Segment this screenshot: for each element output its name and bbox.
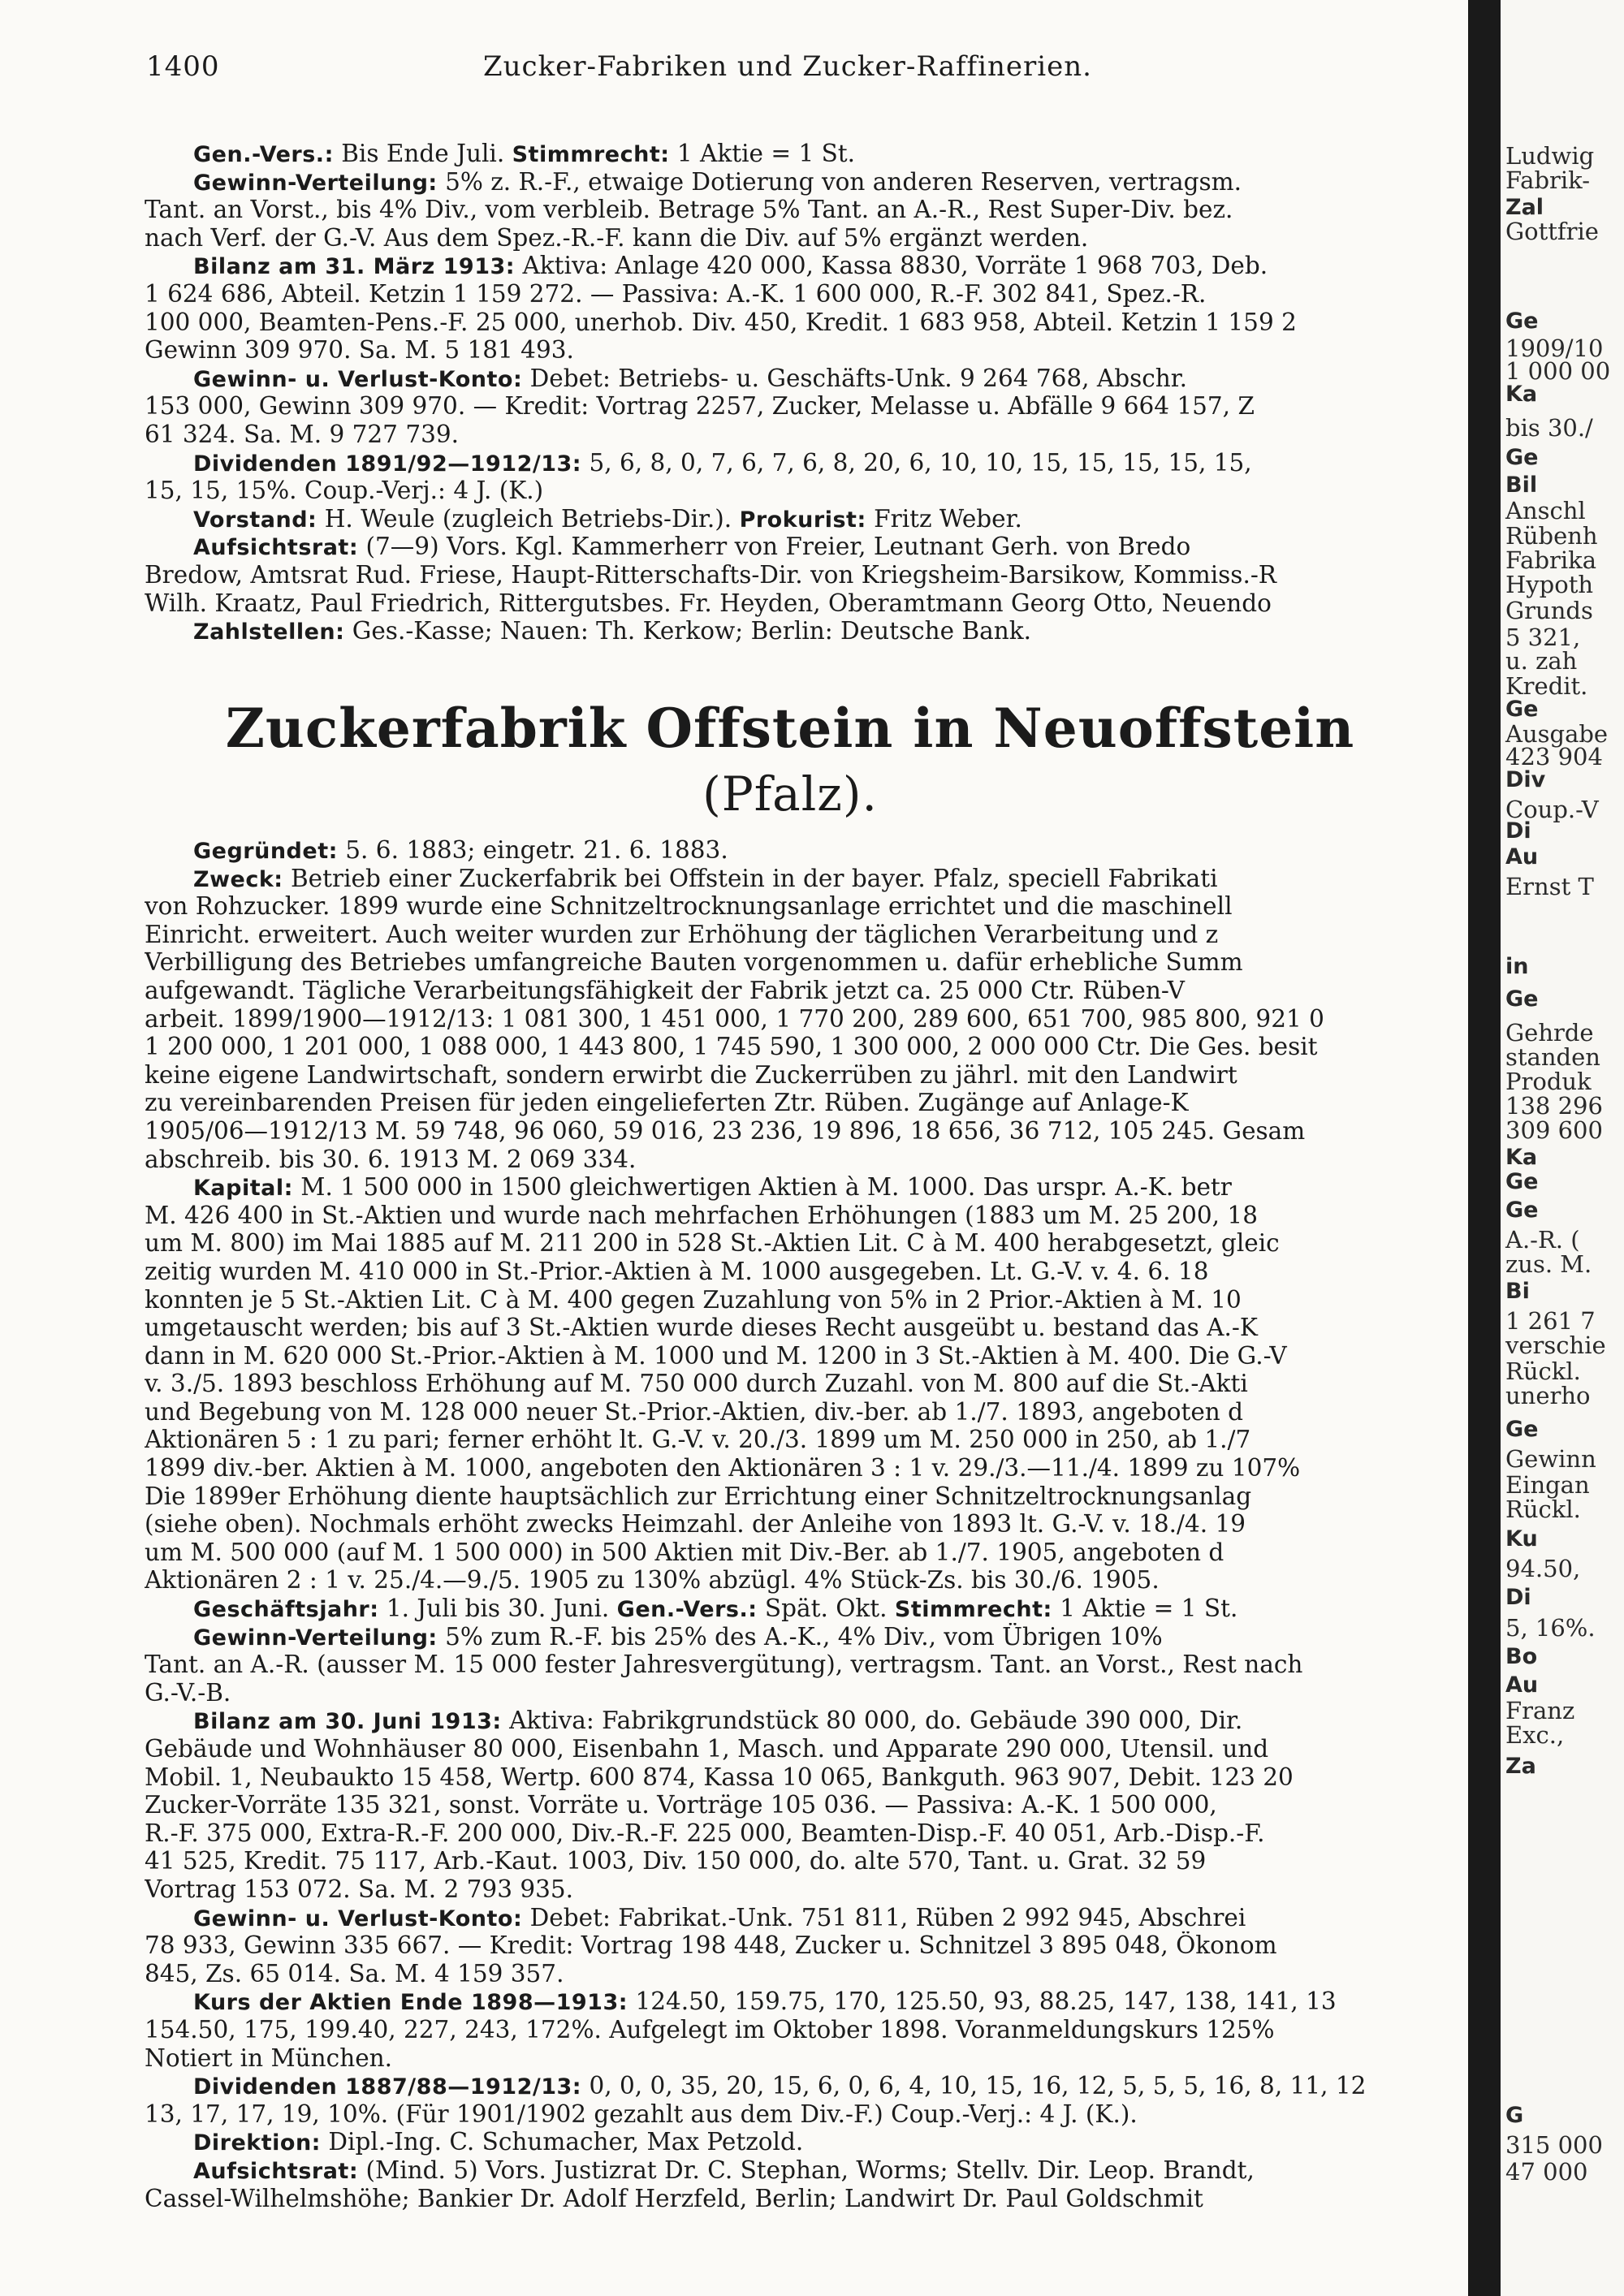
adjacent-page-fragment: Di — [1505, 1585, 1531, 1610]
section-text: 1 200 000, 1 201 000, 1 088 000, 1 443 800, 1 745 590, 1 300 000, 2 000 000 Ctr. Die Ges. besit — [145, 1033, 1318, 1061]
adjacent-page-fragment: 1 000 00 — [1505, 357, 1611, 385]
adjacent-page-fragment: Fabrika — [1505, 546, 1597, 574]
entry-text-line — [145, 2185, 1436, 2213]
adjacent-page-fragment: Gottfrie — [1505, 218, 1599, 245]
entry-text-line — [145, 1735, 1436, 1763]
entry-section-line — [145, 168, 1436, 196]
adjacent-page-fragment: Hypoth — [1505, 571, 1594, 598]
section-label: Bilanz am 31. März 1913: — [193, 254, 516, 280]
adjacent-page-edge — [1501, 0, 1624, 2296]
section-label: Zahlstellen: — [193, 619, 345, 645]
adjacent-page-fragment: Ernst T — [1505, 873, 1594, 900]
entry-text-line — [145, 392, 1436, 421]
section-text: aufgewandt. Tägliche Verarbeitungsfähigkeit der Fabrik jetzt ca. 25 000 Ctr. Rüben-V — [145, 976, 1185, 1004]
entry-text-line — [145, 921, 1436, 949]
section-text: Bis Ende Juli. — [333, 140, 512, 167]
section-text: 1899 div.-ber. Aktien à M. 1000, angeboten den Aktionären 3 : 1 v. 29./3.—11./4. 1899 zu 107% — [145, 1454, 1301, 1482]
adjacent-page-fragment: Exc., — [1505, 1721, 1565, 1749]
section-text: Bredow, Amtsrat Rud. Friese, Haupt-Ritterschafts-Dir. von Kriegsheim-Barsikow, Kommiss.-R — [145, 560, 1277, 589]
section-text: G.-V.-B. — [145, 1678, 231, 1707]
section-text: von Rohzucker. 1899 wurde eine Schnitzeltrocknungsanlage errichtet und die maschinell — [145, 892, 1233, 921]
section-label: Aufsichtsrat: — [193, 535, 359, 561]
section-text: 61 324. Sa. M. 9 727 739. — [145, 420, 460, 448]
adjacent-page-fragment: bis 30./ — [1505, 414, 1593, 442]
section-label: Dividenden 1891/92—1912/13: — [193, 451, 582, 477]
section-label: Gen.-Vers.: — [616, 1597, 758, 1623]
entry-text-line — [145, 224, 1436, 252]
adjacent-page-fragment: verschie — [1505, 1331, 1606, 1359]
section-text: 1 624 686, Abteil. Ketzin 1 159 272. — Passiva: A.-K. 1 600 000, R.-F. 302 841, Spez.-R. — [145, 279, 1207, 308]
section-text: Aktionären 2 : 1 v. 25./4.—9./5. 1905 zu 130% abzügl. 4% Stück-Zs. bis 30./6. 1905. — [145, 1566, 1160, 1595]
entry-text-line — [145, 1229, 1436, 1258]
adjacent-page-fragment: 94.50, — [1505, 1555, 1581, 1582]
adjacent-page-fragment: in — [1505, 954, 1529, 979]
adjacent-page-fragment: Gehrde — [1505, 1019, 1594, 1047]
adjacent-page-fragment: 1909/10 — [1505, 334, 1604, 362]
section-text: 5% z. R.-F., etwaige Dotierung von anderen Reserven, vertragsm. — [437, 167, 1242, 196]
adjacent-page-fragment: Gewinn — [1505, 1445, 1596, 1473]
entry-text-line — [145, 1286, 1436, 1314]
entry-text-line — [145, 1679, 1436, 1707]
company-title — [145, 697, 1436, 822]
entry-text-line — [145, 948, 1436, 977]
company-entry — [145, 836, 1436, 2212]
section-label: Dividenden 1887/88—1912/13: — [193, 2074, 582, 2100]
running-title: Zucker-Fabriken und Zucker-Raffinerien. — [483, 50, 1092, 83]
adjacent-page-fragment: Ge — [1505, 697, 1539, 722]
section-text: Debet: Betriebs- u. Geschäfts-Unk. 9 264 768, Abschr. — [522, 364, 1188, 392]
entry-text-line — [145, 1426, 1436, 1454]
entry-section-line — [145, 252, 1436, 280]
adjacent-page-fragment: Div — [1505, 767, 1546, 792]
section-label: Stimmrecht: — [894, 1597, 1052, 1623]
entry-text-line — [145, 1482, 1436, 1511]
section-text: 124.50, 159.75, 170, 125.50, 93, 88.25, 147, 138, 141, 13 — [628, 1987, 1337, 2016]
section-text: 0, 0, 0, 35, 20, 15, 6, 0, 6, 4, 10, 15, 16, 12, 5, 5, 5, 16, 8, 11, 12 — [581, 2072, 1367, 2100]
section-label: Gewinn-Verteilung: — [193, 1625, 438, 1651]
entry-text-line — [145, 1763, 1436, 1792]
entry-section-line — [145, 449, 1436, 477]
section-text: Mobil. 1, Neubaukto 15 458, Wertp. 600 874, Kassa 10 065, Bankguth. 963 907, Debit. 123 20 — [145, 1763, 1294, 1791]
section-text: H. Weule (zugleich Betriebs-Dir.). — [317, 504, 740, 533]
adjacent-page-fragment: Eingan — [1505, 1471, 1590, 1499]
entry-section-line — [145, 1173, 1436, 1202]
section-label: Geschäftsjahr: — [193, 1597, 379, 1623]
entry-text-line — [145, 2100, 1436, 2129]
section-text: Gewinn 309 970. Sa. M. 5 181 493. — [145, 336, 574, 365]
section-text: dann in M. 620 000 St.-Prior.-Aktien à M. 1000 und M. 1200 in 3 St.-Aktien à M. 400. Die G.-V — [145, 1341, 1287, 1370]
entry-section-line — [145, 365, 1436, 393]
section-text: M. 426 400 in St.-Aktien und wurde nach mehrfachen Erhöhungen (1883 um M. 25 200, 18 — [145, 1201, 1258, 1229]
section-text: 5. 6. 1883; eingetr. 21. 6. 1883. — [337, 836, 728, 864]
adjacent-page-fragment: Kredit. — [1505, 672, 1588, 700]
entry-text-line — [145, 589, 1436, 618]
adjacent-page-fragment: Bo — [1505, 1644, 1538, 1669]
entry-text-line — [145, 561, 1436, 589]
entry-text-line — [145, 1033, 1436, 1061]
entry-text-line — [145, 977, 1436, 1005]
entry-text-line — [145, 1819, 1436, 1848]
adjacent-page-fragment: Rückl. — [1505, 1495, 1581, 1523]
adjacent-page-fragment: Ge — [1505, 309, 1539, 334]
section-text: Dipl.-Ing. C. Schumacher, Max Petzold. — [320, 2128, 804, 2156]
section-text: Vortrag 153 072. Sa. M. 2 793 935. — [145, 1875, 574, 1903]
section-text: Gebäude und Wohnhäuser 80 000, Eisenbahn 1, Masch. und Apparate 290 000, Utensil. und — [145, 1735, 1269, 1763]
entry-section-line — [145, 1595, 1436, 1623]
section-text: Tant. an Vorst., bis 4% Div., vom verbleib. Betrage 5% Tant. an A.-R., Rest Super-Div. bez. — [145, 196, 1233, 224]
entry-text-line — [145, 196, 1436, 224]
company-region: (Pfalz). — [702, 766, 878, 822]
section-label: Zweck: — [193, 866, 283, 892]
adjacent-page-fragment: Anschl — [1505, 497, 1586, 524]
section-label: Kurs der Aktien Ende 1898—1913: — [193, 1990, 628, 2016]
entry-text-line — [145, 1061, 1436, 1090]
section-text: 845, Zs. 65 014. Sa. M. 4 159 357. — [145, 1959, 564, 1987]
section-label: Prokurist: — [739, 507, 866, 533]
entry-section-line — [145, 1987, 1436, 2016]
entry-section-line — [145, 865, 1436, 893]
entry-text-line — [145, 1539, 1436, 1567]
adjacent-page-fragment: Fabrik- — [1505, 166, 1591, 194]
section-text: arbeit. 1899/1900—1912/13: 1 081 300, 1 451 000, 1 770 200, 289 600, 651 700, 985 800, 921 0 — [145, 1004, 1324, 1033]
page-header — [146, 50, 1429, 99]
entry-text-line — [145, 892, 1436, 921]
adjacent-page-fragment: 47 000 — [1505, 2158, 1588, 2186]
entry-text-line — [145, 309, 1436, 337]
section-label: Bilanz am 30. Juni 1913: — [193, 1709, 502, 1735]
section-text: 13, 17, 17, 19, 10%. (Für 1901/1902 gezahlt aus dem Div.-F.) Coup.-Verj.: 4 J. (K.). — [145, 2100, 1138, 2128]
section-text: v. 3./5. 1893 beschloss Erhöhung auf M. 750 000 durch Zuzahl. von M. 800 auf die St.-Akti — [145, 1370, 1248, 1398]
entry-text-line — [145, 1089, 1436, 1117]
adjacent-page-fragment: Produk — [1505, 1068, 1592, 1095]
adjacent-page-fragment: Bil — [1505, 473, 1538, 498]
adjacent-page-fragment: zus. M. — [1505, 1250, 1592, 1278]
section-text: Fritz Weber. — [866, 504, 1022, 533]
section-label: Kapital: — [193, 1176, 293, 1202]
section-text: 15, 15, 15%. Coup.-Verj.: 4 J. (K.) — [145, 477, 544, 505]
adjacent-page-fragment: Au — [1505, 844, 1539, 870]
entry-text-line — [145, 1202, 1436, 1230]
section-text: Verbilligung des Betriebes umfangreiche Bauten vorgenommen u. dafür erhebliche Summ — [145, 948, 1243, 977]
section-text: R.-F. 375 000, Extra-R.-F. 200 000, Div.-R.-F. 225 000, Beamten-Disp.-F. 40 051, Arb.-Disp.-F. — [145, 1819, 1265, 1847]
entry-text-line — [145, 421, 1436, 449]
entry-section-line — [145, 2128, 1436, 2156]
adjacent-page-fragment: Rübenh — [1505, 522, 1598, 550]
section-text: Ges.-Kasse; Nauen: Th. Kerkow; Berlin: Deutsche Bank. — [344, 617, 1031, 645]
adjacent-page-fragment: u. zah — [1505, 647, 1578, 675]
section-text: 1 Aktie = 1 St. — [669, 140, 856, 167]
section-text: Aktionären 5 : 1 zu pari; ferner erhöht lt. G.-V. v. 20./3. 1899 um M. 250 000 in 250, ab 1./7 — [145, 1426, 1251, 1454]
entry-text-line — [145, 1960, 1436, 1988]
adjacent-page-fragment: 5, 16%. — [1505, 1614, 1596, 1642]
section-text: abschreib. bis 30. 6. 1913 M. 2 069 334. — [145, 1145, 637, 1173]
section-text: M. 1 500 000 in 1500 gleichwertigen Aktien à M. 1000. Das urspr. A.-K. betr — [292, 1173, 1232, 1202]
entry-text-line — [145, 1566, 1436, 1595]
entry-text-line — [145, 477, 1436, 505]
section-label: Gewinn- u. Verlust-Konto: — [193, 366, 523, 392]
adjacent-page-fragment: G — [1505, 2103, 1524, 2128]
entry-section-line — [145, 1623, 1436, 1651]
entry-text-line — [145, 280, 1436, 309]
adjacent-page-fragment: Bi — [1505, 1279, 1530, 1304]
adjacent-page-fragment: Zal — [1505, 195, 1544, 220]
section-text: nach Verf. der G.-V. Aus dem Spez.-R.-F. kann die Div. auf 5% ergänzt werden. — [145, 223, 1089, 252]
section-text: um M. 500 000 (auf M. 1 500 000) in 500 Aktien mit Div.-Ber. ab 1./7. 1905, angeboten d — [145, 1538, 1224, 1566]
section-text: Aktiva: Fabrikgrundstück 80 000, do. Gebäude 390 000, Dir. — [501, 1707, 1243, 1735]
adjacent-page-fragment: Ludwig — [1505, 142, 1595, 170]
adjacent-page-fragment: Ge — [1505, 1417, 1539, 1442]
section-label: Gegründet: — [193, 839, 338, 864]
entry-text-line — [145, 1454, 1436, 1482]
section-text: Wilh. Kraatz, Paul Friedrich, Rittergutsbes. Fr. Heyden, Oberamtmann Georg Otto, Neuendo — [145, 589, 1272, 617]
section-text: 1 Aktie = 1 St. — [1052, 1595, 1238, 1623]
entry-text-line — [145, 1847, 1436, 1875]
section-text: zu vereinbarenden Preisen für jeden eingelieferten Ztr. Rüben. Zugänge auf Anlage-K — [145, 1089, 1189, 1117]
section-text: (Mind. 5) Vors. Justizrat Dr. C. Stephan, Worms; Stellv. Dir. Leop. Brandt, — [358, 2156, 1255, 2184]
section-text: Aktiva: Anlage 420 000, Kassa 8830, Vorräte 1 968 703, Deb. — [515, 252, 1268, 280]
section-label: Direktion: — [193, 2130, 321, 2156]
adjacent-page-fragment: 138 296 — [1505, 1092, 1603, 1120]
adjacent-page-fragment: standen — [1505, 1043, 1600, 1071]
entry-section-line — [145, 533, 1436, 561]
entry-text-line — [145, 1875, 1436, 1904]
section-text: 78 933, Gewinn 335 667. — Kredit: Vortrag 198 448, Zucker u. Schnitzel 3 895 048, Ökonom — [145, 1931, 1277, 1960]
entry-text-line — [145, 1791, 1436, 1819]
adjacent-page-fragment: Franz — [1505, 1697, 1575, 1724]
adjacent-page-fragment: 309 600 — [1505, 1116, 1603, 1144]
entry-text-line — [145, 1651, 1436, 1679]
entry-section-line — [145, 505, 1436, 533]
adjacent-page-fragment: Ge — [1505, 986, 1539, 1012]
section-text: 1905/06—1912/13 M. 59 748, 96 060, 59 016, 23 236, 19 896, 18 656, 36 712, 105 245. Gesam — [145, 1116, 1306, 1145]
section-text: (siehe oben). Nochmals erhöht zwecks Heimzahl. der Anleihe von 1893 lt. G.-V. v. 18./4. 19 — [145, 1510, 1246, 1539]
section-text: (7—9) Vors. Kgl. Kammerherr von Freier, Leutnant Gerh. von Bredo — [358, 533, 1191, 561]
adjacent-page-fragment: 423 904 — [1505, 743, 1603, 770]
adjacent-page-fragment: Ka — [1505, 1145, 1538, 1170]
entry-text-line — [145, 1510, 1436, 1539]
entry-text-line — [145, 1342, 1436, 1370]
adjacent-page-fragment: Ku — [1505, 1526, 1538, 1552]
section-text: Cassel-Wilhelmshöhe; Bankier Dr. Adolf Herzfeld, Berlin; Landwirt Dr. Paul Goldschmit — [145, 2184, 1203, 2212]
entry-text-line — [145, 1146, 1436, 1174]
section-label: Aufsichtsrat: — [193, 2158, 359, 2184]
section-text: 100 000, Beamten-Pens.-F. 25 000, unerhob. Div. 450, Kredit. 1 683 958, Abteil. Ketzin 1 159 2 — [145, 308, 1297, 336]
adjacent-page-fragment: Ausgabe — [1505, 720, 1609, 748]
section-text: um M. 800) im Mai 1885 auf M. 211 200 in 528 St.-Aktien Lit. C à M. 400 herabgesetzt, gleic — [145, 1229, 1280, 1258]
entry-section-line — [145, 140, 1436, 168]
adjacent-page-fragment: A.-R. ( — [1505, 1226, 1580, 1254]
previous-company-entry — [145, 140, 1436, 645]
section-text: und Begebung von M. 128 000 neuer St.-Prior.-Aktien, div.-ber. ab 1./7. 1893, angeboten d — [145, 1397, 1244, 1426]
adjacent-page-fragment: Coup.-V — [1505, 796, 1599, 823]
adjacent-page-fragment: unerho — [1505, 1382, 1591, 1409]
section-label: Gewinn- u. Verlust-Konto: — [193, 1905, 523, 1931]
entry-text-line — [145, 1398, 1436, 1426]
entry-text-line — [145, 2044, 1436, 2073]
section-text: Die 1899er Erhöhung diente hauptsächlich zur Errichtung einer Schnitzeltrocknungsanlag — [145, 1482, 1252, 1510]
adjacent-page-fragment: Ka — [1505, 382, 1538, 407]
section-label: Gewinn-Verteilung: — [193, 170, 438, 196]
adjacent-page-fragment: Rückl. — [1505, 1357, 1581, 1385]
section-text: Notiert in München. — [145, 2044, 393, 2072]
entry-section-line — [145, 2072, 1436, 2100]
entry-text-line — [145, 1370, 1436, 1398]
section-text: 41 525, Kredit. 75 117, Arb.-Kaut. 1003, Div. 150 000, do. alte 570, Tant. u. Grat. 32 59 — [145, 1847, 1207, 1875]
section-text: konnten je 5 St.-Aktien Lit. C à M. 400 gegen Zuzahlung von 5% in 2 Prior.-Aktien à M. 10 — [145, 1285, 1242, 1314]
entry-section-line — [145, 836, 1436, 865]
entry-section-line — [145, 617, 1436, 645]
section-text: keine eigene Landwirtschaft, sondern erwirbt die Zuckerrüben zu jährl. mit den Landwirt — [145, 1060, 1237, 1089]
adjacent-page-fragment: Za — [1505, 1754, 1536, 1779]
entry-text-line — [145, 2016, 1436, 2044]
adjacent-page-fragment: Ge — [1505, 1198, 1539, 1223]
section-label: Vorstand: — [193, 507, 317, 533]
section-text: umgetauscht werden; bis auf 3 St.-Aktien wurde dieses Recht ausgeübt u. bestand das A.-K — [145, 1314, 1258, 1342]
section-text: Betrieb einer Zuckerfabrik bei Offstein in der bayer. Pfalz, speciell Fabrikati — [283, 864, 1218, 892]
entry-section-line — [145, 1904, 1436, 1932]
section-text: Einricht. erweitert. Auch weiter wurden zur Erhöhung der täglichen Verarbeitung und z — [145, 920, 1219, 948]
section-text: 153 000, Gewinn 309 970. — Kredit: Vortrag 2257, Zucker, Melasse u. Abfälle 9 664 157, Z — [145, 392, 1255, 421]
section-text: 1. Juli bis 30. Juni. — [378, 1595, 617, 1623]
adjacent-page-fragment: Grunds — [1505, 597, 1593, 624]
section-text: Tant. an A.-R. (ausser M. 15 000 fester Jahresvergütung), vertragsm. Tant. an Vorst., Rest nach — [145, 1651, 1303, 1679]
section-label: Stimmrecht: — [512, 142, 670, 167]
page-number: 1400 — [146, 50, 220, 83]
adjacent-page-fragment: 1 261 7 — [1505, 1307, 1596, 1335]
section-text: Spät. Okt. — [757, 1595, 895, 1623]
entry-section-line — [145, 1707, 1436, 1735]
section-text: 5% zum R.-F. bis 25% des A.-K., 4% Div., vom Übrigen 10% — [437, 1622, 1163, 1651]
adjacent-page-fragment: 5 321, — [1505, 624, 1581, 651]
entry-text-line — [145, 1117, 1436, 1146]
company-name: Zuckerfabrik Offstein in Neuoffstein — [225, 697, 1355, 760]
section-text: 154.50, 175, 199.40, 227, 243, 172%. Aufgelegt im Oktober 1898. Voranmeldungskurs 125% — [145, 2015, 1275, 2044]
entry-text-line — [145, 1005, 1436, 1034]
adjacent-page-fragment: 315 000 — [1505, 2131, 1603, 2159]
section-text: Zucker-Vorräte 135 321, sonst. Vorräte u. Vorträge 105 036. — Passiva: A.-K. 1 500 000, — [145, 1791, 1217, 1819]
adjacent-page-fragment: Ge — [1505, 445, 1539, 470]
entry-text-line — [145, 1314, 1436, 1342]
entry-text-line — [145, 1258, 1436, 1286]
entry-section-line — [145, 2156, 1436, 2185]
section-text: zeitig wurden M. 410 000 in St.-Prior.-Aktien à M. 1000 ausgegeben. Lt. G.-V. v. 4. 6. 18 — [145, 1257, 1209, 1285]
page-gutter — [1468, 0, 1501, 2296]
entry-text-line — [145, 1931, 1436, 1960]
adjacent-page-fragment: Au — [1505, 1672, 1539, 1698]
section-text: 5, 6, 8, 0, 7, 6, 7, 6, 8, 20, 6, 10, 10, 15, 15, 15, 15, 15, — [581, 448, 1252, 477]
section-text: Debet: Fabrikat.-Unk. 751 811, Rüben 2 992 945, Abschrei — [522, 1903, 1246, 1931]
adjacent-page-fragment: Di — [1505, 818, 1531, 844]
section-label: Gen.-Vers.: — [193, 142, 334, 167]
adjacent-page-fragment: Ge — [1505, 1169, 1539, 1194]
entry-text-line — [145, 336, 1436, 365]
